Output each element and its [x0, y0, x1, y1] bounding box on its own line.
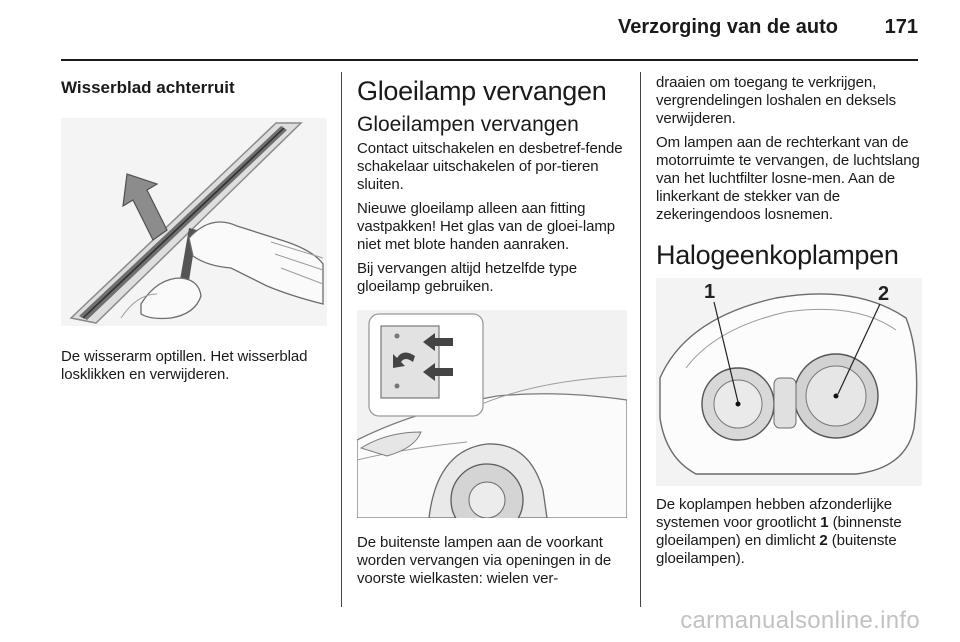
main-heading-bulb-replacement: Gloeilamp vervangen — [357, 76, 607, 106]
column-divider-1 — [341, 72, 342, 607]
column-2 — [357, 72, 627, 588]
sub-heading-replacing-bulbs: Gloeilampen vervangen — [357, 113, 579, 136]
paragraph-turn-wheels: draaien om toegang te verkrijgen, vergrendelingen loshalen en deksels verwijderen. — [656, 74, 897, 127]
halogen-headlamp-illustration — [656, 278, 922, 486]
page-number: 171 — [884, 16, 918, 38]
headlamp-label-1: 1 — [704, 281, 716, 303]
headlamp-caption-part-1: De koplampen hebben afzonderlijke systemen voor grootlicht — [656, 496, 893, 531]
paragraph-same-type: Bij vervangen altijd hetzelfde type gloeilamp gebruiken. — [357, 260, 577, 295]
heading-halogen-headlamps: Halogeenkoplampen — [656, 240, 899, 270]
running-header-title: Verzorging van de auto — [617, 16, 838, 38]
headlamp-label-2: 2 — [878, 283, 890, 305]
paragraph-hold-bulb: Nieuwe gloeilamp alleen aan fitting vastpakken! Het glas van de gloei-lamp niet met blote handen aanraken. — [357, 200, 616, 253]
wheel-arch-caption: De buitenste lampen aan de voorkant worden vervangen via openingen in de voorste wielkasten: wielen ver- — [357, 534, 612, 587]
rear-wiper-illustration — [61, 118, 327, 326]
headlamp-caption-part-2: (binnenste gloeilampen) en dimlicht — [656, 514, 902, 549]
header-rule — [61, 59, 918, 61]
column-1 — [61, 72, 327, 384]
headlamp-caption — [656, 496, 922, 568]
wheel-arch-access-illustration — [357, 310, 627, 518]
paragraph-ignition-off: Contact uitschakelen en desbetref-fende schakelaar uitschakelen of por-tieren sluiten. — [357, 140, 623, 193]
headlamp-caption-ref-2: 2 — [819, 532, 828, 549]
section-heading-rear-wiper: Wisserblad achterruit — [61, 78, 235, 97]
column-divider-2 — [640, 72, 641, 607]
headlamp-caption-ref-1: 1 — [820, 514, 829, 531]
column-3 — [656, 72, 922, 568]
watermark: carmanualsonline.info — [680, 607, 920, 634]
headlamp-caption-part-3: (buitenste gloeilampen). — [656, 532, 897, 567]
paragraph-engine-compartment: Om lampen aan de rechterkant van de motorruimte te vervangen, de luchtslang van het luchtfilter losne-men. Aan de linkerkant de stekker van de zekeringendoos losnemen. — [656, 134, 920, 223]
rear-wiper-caption: De wisserarm optillen. Het wisserblad losklikken en verwijderen. — [61, 348, 308, 383]
